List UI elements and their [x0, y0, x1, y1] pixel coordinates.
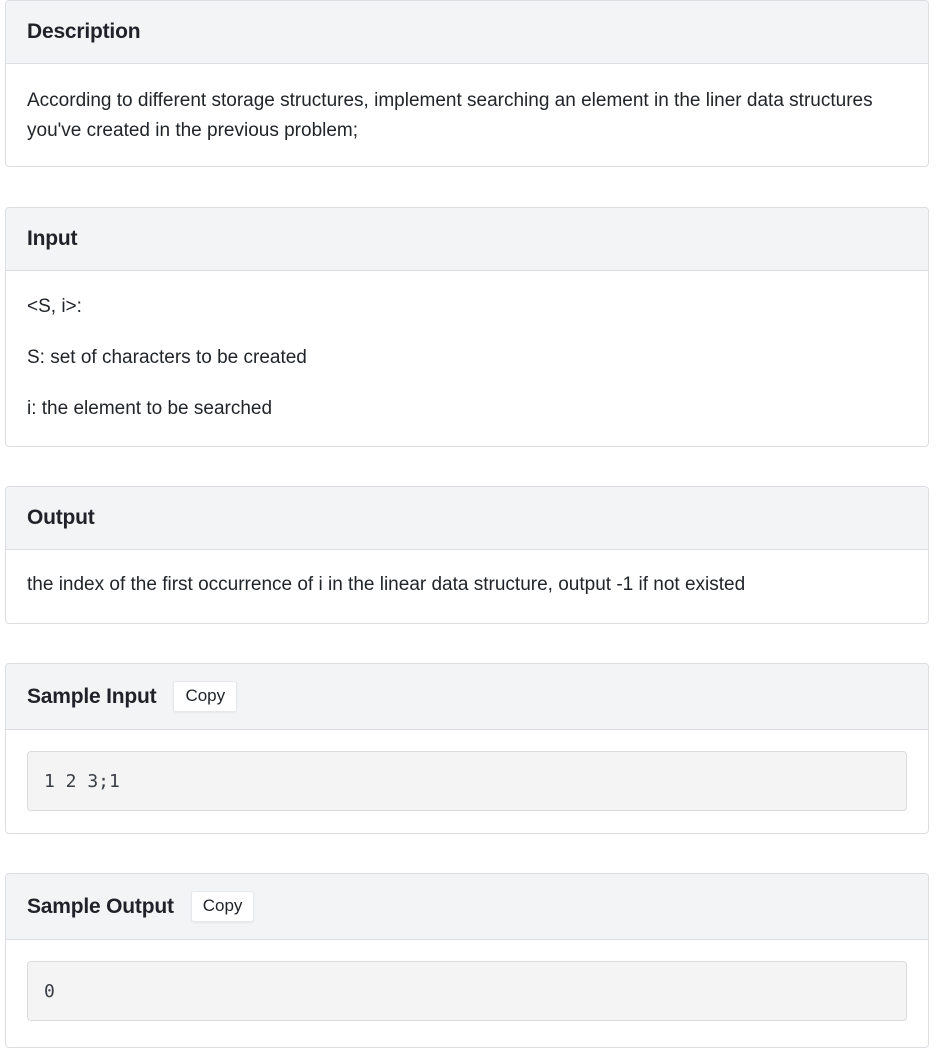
- sample-output-title: Sample Output: [27, 894, 174, 918]
- sample-input-title: Sample Input: [27, 684, 157, 708]
- description-text: According to different storage structures, implement searching an element in the liner data structures you've created in the previous problem;: [27, 90, 873, 141]
- sample-input-panel: [5, 663, 929, 834]
- input-header: [6, 208, 928, 271]
- input-body: [6, 271, 928, 424]
- input-title: Input: [27, 227, 78, 250]
- output-body: [6, 550, 928, 600]
- sample-output-header: [6, 874, 928, 940]
- description-header: [6, 1, 928, 64]
- sample-output-copy-button[interactable]: Copy: [191, 891, 255, 922]
- input-line-i: i: the element to be searched: [27, 398, 273, 419]
- description-panel: [5, 0, 929, 167]
- sample-input-copy-button[interactable]: Copy: [173, 681, 237, 712]
- sample-input-code[interactable]: 1 2 3;1: [27, 751, 907, 811]
- output-header: [6, 487, 928, 550]
- output-title: Output: [27, 506, 95, 529]
- input-line-s: S: set of characters to be created: [27, 347, 307, 368]
- sample-output-body: [6, 940, 928, 1021]
- sample-input-body: [6, 730, 928, 811]
- description-body: [6, 64, 928, 146]
- description-title: Description: [27, 20, 141, 43]
- sample-input-header: [6, 664, 928, 730]
- input-panel: [5, 207, 929, 447]
- output-text: the index of the first occurrence of i in the linear data structure, output -1 if not existed: [27, 574, 746, 595]
- sample-output-code[interactable]: 0: [27, 961, 907, 1021]
- input-line-format: <S, i>:: [27, 296, 82, 317]
- output-panel: [5, 486, 929, 624]
- sample-output-panel: [5, 873, 929, 1048]
